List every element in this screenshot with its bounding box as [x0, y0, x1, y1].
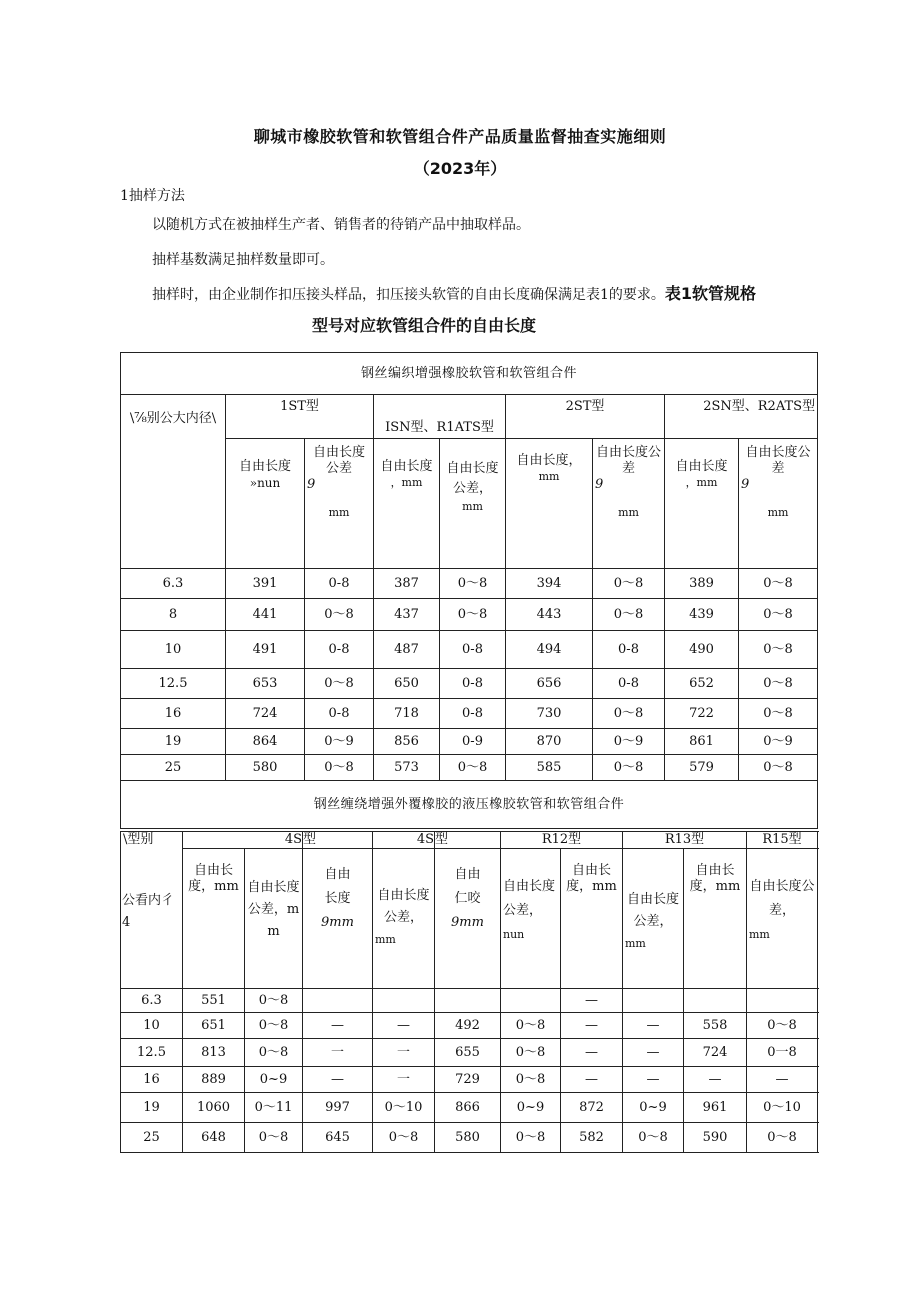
table-cell: 0～8	[739, 599, 818, 631]
header-glyph: 9	[595, 477, 604, 492]
table-cell: 0～8	[245, 1123, 303, 1153]
table-cell: 0一8	[747, 1039, 818, 1067]
header-unit: mm	[462, 500, 483, 513]
table-cell: 0～8	[593, 755, 665, 781]
header-unit: mm	[538, 470, 560, 483]
table-cell: 1060	[183, 1093, 245, 1123]
table1-body	[121, 569, 818, 781]
table1-type-2st: 2ST型	[506, 395, 665, 439]
table-cell: 0～8	[440, 755, 506, 781]
table-cell	[435, 989, 501, 1013]
table-cell	[303, 989, 373, 1013]
table-cell: 0-8	[440, 669, 506, 699]
header-unit: mm	[328, 506, 350, 519]
table2-type-4s-a: 4S	[183, 832, 303, 849]
table-cell: 864	[226, 729, 305, 755]
table-cell: 653	[226, 669, 305, 699]
table2-type-r13: R13型	[623, 832, 747, 849]
table1-header-length	[665, 439, 739, 569]
row-diameter-cell: 6.3	[121, 989, 183, 1013]
table2-header-r12-tolerance	[501, 849, 561, 989]
table-cell: 651	[183, 1013, 245, 1039]
header-unit: mm	[618, 506, 639, 519]
table-cell: 580	[435, 1123, 501, 1153]
table-cell: 0~9	[623, 1093, 684, 1123]
header-unit: 9mm	[321, 915, 354, 930]
table-cell: 490	[665, 631, 739, 669]
header-text: 自由长度公差	[312, 445, 365, 476]
table-cell: 573	[374, 755, 440, 781]
table-cell: 0-9	[440, 729, 506, 755]
table-cell: 648	[183, 1123, 245, 1153]
table-cell: —	[747, 1067, 818, 1093]
table-cell: 0-8	[305, 699, 374, 729]
table-cell: 870	[506, 729, 593, 755]
row-diameter-cell: 8	[121, 599, 226, 631]
table1-header-tolerance	[593, 439, 665, 569]
table-cell: 0～11	[245, 1093, 303, 1123]
table-cell: 0～8	[623, 1123, 684, 1153]
table-cell: 0～9	[305, 729, 374, 755]
table1-header-tolerance	[739, 439, 818, 569]
table-row	[121, 1123, 818, 1153]
row-diameter-cell: 10	[121, 631, 226, 669]
table-cell: 0～8	[593, 569, 665, 599]
table-cell: 0-8	[440, 631, 506, 669]
header-text: 长度	[324, 891, 351, 906]
header-unit: mm	[375, 933, 396, 946]
table-cell: 0～8	[440, 599, 506, 631]
header-glyph: 9	[307, 477, 316, 492]
table-cell: 579	[665, 755, 739, 781]
table-cell: 813	[183, 1039, 245, 1067]
table-cell: 494	[506, 631, 593, 669]
table-cell: 582	[561, 1123, 623, 1153]
table-cell: 0～8	[305, 669, 374, 699]
table-cell: 724	[684, 1039, 747, 1067]
header-text: 自由长度公差	[595, 445, 661, 476]
table-row	[121, 1067, 818, 1093]
table-row	[121, 729, 818, 755]
table-cell: —	[303, 1013, 373, 1039]
table-cell: 889	[183, 1067, 245, 1093]
table2-type-4s-b: 4S	[373, 832, 435, 849]
table-row	[121, 599, 818, 631]
table-cell: 0～8	[245, 989, 303, 1013]
table-cell: 0~9	[501, 1093, 561, 1123]
page-subtitle: （2023年）	[413, 159, 507, 178]
table-cell: 558	[684, 1013, 747, 1039]
table1-corner-label: \⅞别公大内径\	[121, 395, 226, 569]
table-cell: 0～8	[739, 669, 818, 699]
table-cell: 0～10	[747, 1093, 818, 1123]
table-cell: 0-8	[305, 569, 374, 599]
table2-type-r12: R12型	[501, 832, 623, 849]
table2-header-4s-length: 自由长度，mm	[183, 849, 245, 989]
table-cell: —	[561, 989, 623, 1013]
table2-header-r13-tolerance	[623, 849, 684, 989]
header-unit: mm	[749, 928, 770, 941]
table-cell: 389	[665, 569, 739, 599]
table-cell: 961	[684, 1093, 747, 1123]
table-cell: 655	[435, 1039, 501, 1067]
table-cell: 0～8	[747, 1123, 818, 1153]
header-text: 自由	[324, 867, 351, 882]
table-cell: —	[623, 1013, 684, 1039]
table-cell: 0～10	[373, 1093, 435, 1123]
table-cell: 0～8	[501, 1013, 561, 1039]
table-cell: 0-8	[305, 631, 374, 669]
header-unit: 9mm	[451, 915, 484, 930]
table-cell: 0～8	[501, 1123, 561, 1153]
table-cell: 0-8	[593, 669, 665, 699]
table-cell: 580	[226, 755, 305, 781]
paragraph-sampling-method: 以随机方式在被抽样生产者、销售者的待销产品中抽取样品。	[152, 217, 530, 233]
table-cell: 861	[665, 729, 739, 755]
table-cell: 0～8	[245, 1039, 303, 1067]
table-cell: 437	[374, 599, 440, 631]
table-caption-part2: 型号对应软管组合件的自由长度	[312, 316, 537, 335]
table2-type-r15: R15型	[747, 832, 818, 849]
table-cell: 856	[374, 729, 440, 755]
row-diameter-cell: 19	[121, 729, 226, 755]
table-cell: —	[561, 1039, 623, 1067]
table2-header-r15-tolerance	[747, 849, 818, 989]
table1-type-1sn: ISN型、R1ATS型	[374, 395, 506, 439]
table2-body	[121, 989, 818, 1153]
table2-section-title: 钢丝缠绕增强外覆橡胶的液压橡胶软管和软管组合件	[121, 781, 818, 829]
table-cell: 0～8	[739, 631, 818, 669]
table-cell: 487	[374, 631, 440, 669]
table1-header-tolerance	[440, 439, 506, 569]
table-cell: 441	[226, 599, 305, 631]
table-cell: 724	[226, 699, 305, 729]
table-row	[121, 989, 818, 1013]
table-cell: 一	[373, 1039, 435, 1067]
table1-type-1st: 1ST型	[226, 395, 374, 439]
table-cell: 0～8	[593, 599, 665, 631]
table-cell: 652	[665, 669, 739, 699]
header-text: 自由长度公差，	[446, 461, 499, 496]
page-title: 聊城市橡胶软管和软管组合件产品质量监督抽查实施细则	[253, 127, 667, 146]
table-cell: —	[623, 1067, 684, 1093]
table-cell	[373, 989, 435, 1013]
row-diameter-cell: 19	[121, 1093, 183, 1123]
header-text: 自由长度，	[516, 453, 582, 468]
table-cell: 394	[506, 569, 593, 599]
header-unit: ，mm	[390, 476, 423, 489]
row-diameter-cell: 25	[121, 755, 226, 781]
table1-header-length	[374, 439, 440, 569]
spiral-hose-table	[120, 831, 818, 1153]
table-cell: 722	[665, 699, 739, 729]
table-cell: —	[561, 1013, 623, 1039]
table2-header-4s-b-tolerance	[373, 849, 435, 989]
row-diameter-cell: 16	[121, 699, 226, 729]
table-cell: 0~9	[245, 1067, 303, 1093]
table-cell: 0～8	[593, 699, 665, 729]
table-row	[121, 699, 818, 729]
header-text: 自由	[454, 867, 481, 882]
table2-header-4s-tolerance: 自由长度公差，mm	[245, 849, 303, 989]
paragraph-sampling-requirement	[152, 284, 756, 305]
table2-header-r15-length: 自由长度，mm	[684, 849, 747, 989]
header-text: 自由长度公差，	[377, 888, 430, 925]
header-unit: mm	[767, 506, 789, 519]
row-diameter-cell: 16	[121, 1067, 183, 1093]
table-cell: —	[623, 1039, 684, 1067]
table-cell: —	[561, 1067, 623, 1093]
table-cell: 585	[506, 755, 593, 781]
table-cell: 0～8	[245, 1013, 303, 1039]
table-cell: 491	[226, 631, 305, 669]
header-text: 自由长度	[380, 459, 433, 474]
table-cell	[747, 989, 818, 1013]
paragraph-text: 抽样时，由企业制作扣压接头样品，扣压接头软管的自由长度确保满足表1的要求。	[152, 287, 665, 303]
table-cell: 656	[506, 669, 593, 699]
table2-header-r13-length: 自由长度，mm	[561, 849, 623, 989]
header-unit: nun	[503, 928, 525, 941]
header-unit: mm	[625, 937, 646, 950]
table2-header-r12-length	[435, 849, 501, 989]
section-heading: 1抽样方法	[120, 188, 185, 204]
table-cell: 0～8	[739, 569, 818, 599]
table-cell: 443	[506, 599, 593, 631]
header-text: 自由长度公差	[745, 445, 811, 476]
table-cell: 一	[373, 1067, 435, 1093]
braided-hose-table	[120, 352, 818, 829]
row-diameter-cell: 12.5	[121, 1039, 183, 1067]
header-unit: »nun	[249, 476, 281, 490]
table-cell: 0～8	[739, 699, 818, 729]
table-cell	[684, 989, 747, 1013]
table-cell: 0～8	[739, 755, 818, 781]
table-cell: 0～8	[747, 1013, 818, 1039]
table-row	[121, 755, 818, 781]
header-text: 自由长度	[675, 459, 728, 474]
table2-corner-bottom: 公看内彳4	[122, 893, 175, 930]
row-diameter-cell: 10	[121, 1013, 183, 1039]
table-cell: 551	[183, 989, 245, 1013]
table-cell: 0～8	[305, 599, 374, 631]
table-row	[121, 1039, 818, 1067]
table-row	[121, 569, 818, 599]
row-diameter-cell: 25	[121, 1123, 183, 1153]
header-text: 自由长度公差，	[626, 892, 679, 929]
table-cell: —	[373, 1013, 435, 1039]
table-cell: —	[303, 1067, 373, 1093]
header-text: 自由长度	[238, 459, 291, 474]
table-cell: 0～8	[501, 1067, 561, 1093]
table2-type-4s-b-suffix: 型	[435, 832, 501, 849]
table1-type-2sn: 2SN型、R2ATS型	[665, 395, 818, 439]
table-cell: —	[684, 1067, 747, 1093]
table-row	[121, 1013, 818, 1039]
table-row	[121, 1093, 818, 1123]
table-cell: 439	[665, 599, 739, 631]
table1-header-tolerance	[305, 439, 374, 569]
table-row	[121, 669, 818, 699]
table-cell: 866	[435, 1093, 501, 1123]
header-glyph: 9	[741, 477, 750, 492]
table2-type-4s-a-suffix: 型	[303, 832, 373, 849]
paragraph-sampling-base: 抽样基数满足抽样数量即可。	[152, 252, 334, 268]
table-cell: 730	[506, 699, 593, 729]
header-unit: ，mm	[685, 476, 718, 489]
table-row	[121, 631, 818, 669]
table-cell: 0～9	[593, 729, 665, 755]
table-cell: 492	[435, 1013, 501, 1039]
table-cell: 387	[374, 569, 440, 599]
table-cell: 872	[561, 1093, 623, 1123]
table-cell: 一	[303, 1039, 373, 1067]
table1-header-length	[506, 439, 593, 569]
table2-header-4s-b-length	[303, 849, 373, 989]
row-diameter-cell: 6.3	[121, 569, 226, 599]
table-cell	[501, 989, 561, 1013]
table1-section-title: 钢丝编织增强橡胶软管和软管组合件	[121, 353, 818, 395]
table-cell: 650	[374, 669, 440, 699]
table-cell: 729	[435, 1067, 501, 1093]
table-cell: 0～9	[739, 729, 818, 755]
table-cell: 0-8	[440, 699, 506, 729]
header-text: 仁咬	[454, 891, 481, 906]
header-text: 自由长度公差，	[749, 879, 815, 918]
table-cell: 0～8	[501, 1039, 561, 1067]
row-diameter-cell: 12.5	[121, 669, 226, 699]
table-cell: 590	[684, 1123, 747, 1153]
table1-header-length	[226, 439, 305, 569]
table-cell	[623, 989, 684, 1013]
table-caption-part1: 表1软管规格	[664, 284, 757, 303]
table-cell: 645	[303, 1123, 373, 1153]
header-text: 自由长度公差，	[503, 879, 556, 918]
table-cell: 0～8	[440, 569, 506, 599]
table-cell: 0～8	[305, 755, 374, 781]
table-cell: 0～8	[373, 1123, 435, 1153]
table-cell: 718	[374, 699, 440, 729]
table-cell: 0-8	[593, 631, 665, 669]
table-cell: 997	[303, 1093, 373, 1123]
table-cell: 391	[226, 569, 305, 599]
table2-corner-top: \型别	[121, 832, 183, 989]
